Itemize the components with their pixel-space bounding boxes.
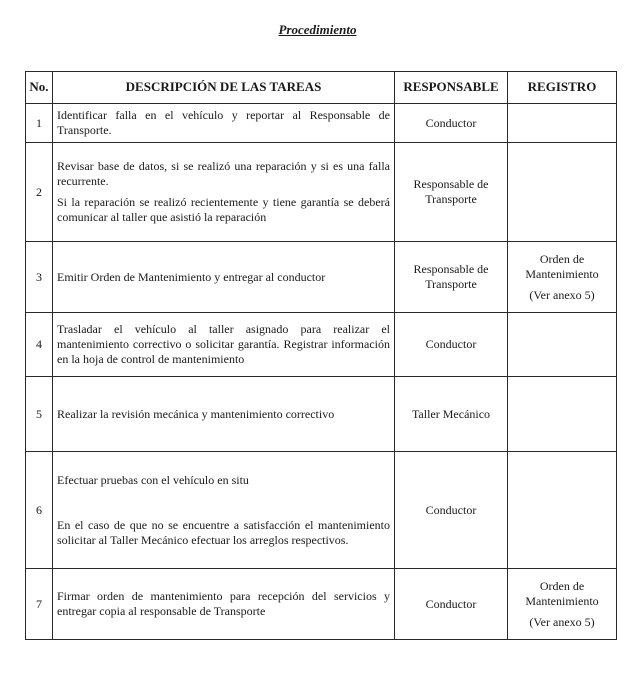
row-number: 5 — [26, 377, 53, 452]
procedure-table — [25, 71, 617, 640]
table-row — [26, 452, 617, 569]
record-cell — [508, 569, 617, 640]
header-no: No. — [26, 72, 53, 104]
task-text: Revisar base de datos, si se realizó una reparación y si es una falla recurrente. — [57, 159, 390, 188]
record-cell — [508, 313, 617, 377]
header-responsible: RESPONSABLE — [395, 72, 508, 104]
record-cell — [508, 242, 617, 313]
record-cell — [508, 377, 617, 452]
task-description — [53, 313, 395, 377]
record-reference: (Ver anexo 5) — [529, 287, 595, 302]
responsible-cell: Taller Mecánico — [395, 377, 508, 452]
header-description: DESCRIPCIÓN DE LAS TAREAS — [53, 72, 395, 104]
responsible-cell: Conductor — [395, 104, 508, 143]
responsible-cell: Responsable de Transporte — [395, 143, 508, 242]
responsible-cell: Conductor — [395, 569, 508, 640]
responsible-cell: Responsable de Transporte — [395, 242, 508, 313]
row-number: 4 — [26, 313, 53, 377]
row-number: 2 — [26, 143, 53, 242]
row-number: 1 — [26, 104, 53, 143]
table-row — [26, 377, 617, 452]
table-row — [26, 569, 617, 640]
task-text: Efectuar pruebas con el vehículo en situ — [57, 472, 249, 487]
task-description — [53, 104, 395, 143]
task-description — [53, 377, 395, 452]
table-header-row — [26, 72, 617, 104]
task-text: Identificar falla en el vehículo y reportar al Responsable de Transporte. — [57, 108, 390, 137]
task-description — [53, 143, 395, 242]
task-text: Emitir Orden de Mantenimiento y entregar al conductor — [57, 269, 326, 284]
responsible-cell: Conductor — [395, 313, 508, 377]
record-cell — [508, 143, 617, 242]
record-cell — [508, 452, 617, 569]
table-row — [26, 313, 617, 377]
table-row — [26, 143, 617, 242]
table-row — [26, 242, 617, 313]
row-number: 6 — [26, 452, 53, 569]
task-text: Trasladar el vehículo al taller asignado para realizar el mantenimiento correctivo o solicitar garantía. Registrar información en la hoja de control de mantenimiento — [57, 322, 390, 366]
record-reference: (Ver anexo 5) — [529, 614, 595, 629]
record-document: Orden de Mantenimiento — [525, 251, 599, 281]
task-text: Si la reparación se realizó recientemente y tiene garantía se deberá comunicar al taller que asistió la reparación — [57, 195, 390, 224]
header-record: REGISTRO — [508, 72, 617, 104]
page-title: Procedimiento — [278, 22, 357, 37]
responsible-cell: Conductor — [395, 452, 508, 569]
table-row — [26, 104, 617, 143]
task-description — [53, 452, 395, 569]
task-text: En el caso de que no se encuentre a satisfacción el mantenimiento solicitar al Taller Mecánico efectuar los arreglos respectivos. — [57, 517, 390, 547]
task-description — [53, 569, 395, 640]
record-cell — [508, 104, 617, 143]
task-description — [53, 242, 395, 313]
task-text: Firmar orden de mantenimiento para recepción del servicios y entregar copia al responsable de Transporte — [57, 589, 390, 618]
record-document: Orden de Mantenimiento — [525, 578, 599, 608]
row-number: 3 — [26, 242, 53, 313]
row-number: 7 — [26, 569, 53, 640]
task-text: Realizar la revisión mecánica y mantenimiento correctivo — [57, 406, 335, 421]
